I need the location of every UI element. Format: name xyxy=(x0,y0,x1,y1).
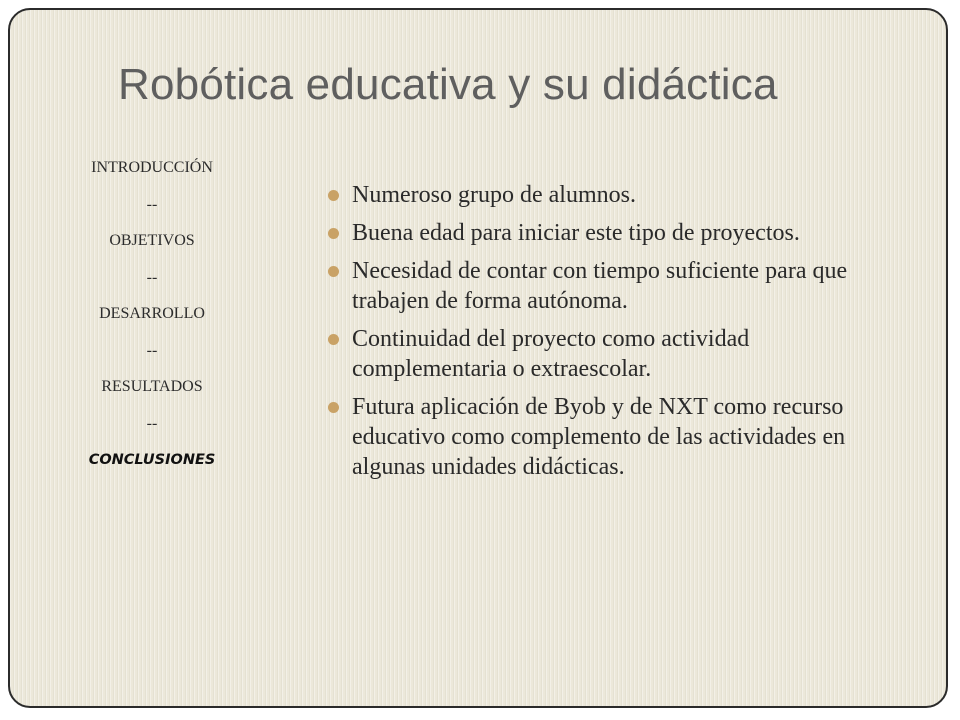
bullet-text: Continuidad del proyecto como actividad complementaria o extraescolar. xyxy=(352,326,750,382)
nav-separator: -- xyxy=(146,414,158,432)
nav-item-objetivos[interactable]: OBJETIVOS xyxy=(109,232,195,249)
list-item xyxy=(328,256,908,316)
nav-item-introduccion[interactable]: INTRODUCCIÓN xyxy=(91,159,213,176)
bullet-dot-icon xyxy=(328,334,339,345)
list-item xyxy=(328,324,908,384)
nav-item-desarrollo[interactable]: DESARROLLO xyxy=(99,305,205,322)
nav-separator: -- xyxy=(146,195,158,213)
nav-item-resultados[interactable]: RESULTADOS xyxy=(101,378,203,395)
list-item xyxy=(328,218,908,248)
bullet-dot-icon xyxy=(328,228,339,239)
conclusions-list xyxy=(328,180,908,490)
nav-item-conclusiones[interactable]: CONCLUSIONES xyxy=(88,452,216,468)
nav-separator: -- xyxy=(146,268,158,286)
bullet-text: Buena edad para iniciar este tipo de proyectos. xyxy=(352,220,800,246)
slide-title: Robótica educativa y su didáctica xyxy=(118,60,778,109)
bullet-text: Futura aplicación de Byob y de NXT como recurso educativo como complemento de las actividades en algunas unidades didácticas. xyxy=(352,394,846,480)
slide-frame xyxy=(8,8,948,708)
bullet-dot-icon xyxy=(328,190,339,201)
bullet-dot-icon xyxy=(328,266,339,277)
bullet-dot-icon xyxy=(328,402,339,413)
section-nav xyxy=(62,150,242,479)
list-item xyxy=(328,180,908,210)
bullet-text: Numeroso grupo de alumnos. xyxy=(352,182,636,208)
bullet-text: Necesidad de contar con tiempo suficiente para que trabajen de forma autónoma. xyxy=(352,258,848,314)
nav-separator: -- xyxy=(146,341,158,359)
list-item xyxy=(328,392,908,482)
